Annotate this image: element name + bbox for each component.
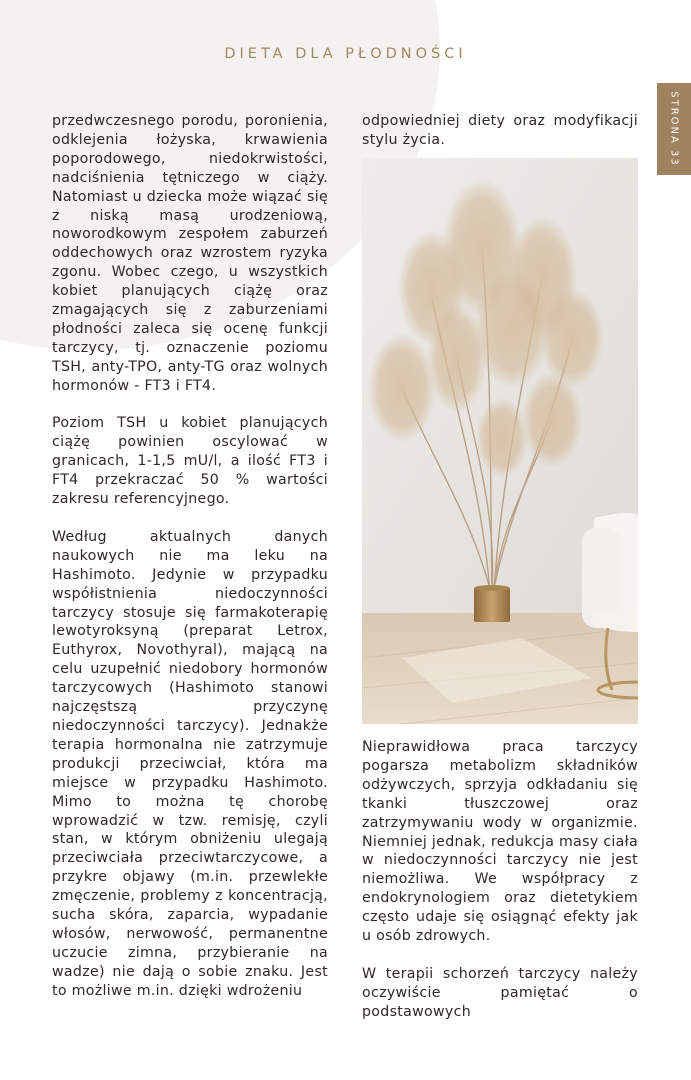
paragraph: Nieprawidłowa praca tarczycy pogarsza metabolizm składników odżywczych, sprzyja odkładaniu się tkanki tłuszczowej oraz zatrzymywaniu wody w organizmie. Niemniej jednak, redukcja masy ciała w niedoczynności tarczycy nie jest niemożliwa. We współpracy z endokrynologiem oraz dietetykiem często udaje się osiągnąć efekty jak u osób zdrowych. xyxy=(362,739,638,945)
paragraph: Według aktualnych danych naukowych nie ma leku na Hashimoto. Jedynie w przypadku współistnienia niedoczynności tarczycy stosuje się farmakoterapię lewotyroksyną (preparat Letrox, Euthyrox, Novothyral), mającą na celu uzupełnić niedobory hormonów tarczycowych (Hashimoto stanowi najczęstszą przyczynę niedoczynności tarczycy). Jednakże terapia hormonalna nie zatrzymuje produkcji przeciwciał, która ma miejsce w przypadku Hashimoto. Mimo to można tę chorobę wprowadzić w tzw. remisję, czyli stan, w którym obniżeniu ulegają przeciwciała przeciwtarczycowe, a przykre objawy (m.in. przewlekłe zmęczenie, problemy z koncentracją, sucha skóra, zaparcia, wypadanie włosów, nerwowość, permanentne uczucie zimna, przybieranie na wadze) nie dają o sobie znaku. Jest to możliwe m.in. dzięki wdrożeniu xyxy=(52,528,328,999)
paragraph: Poziom TSH u kobiet planujących ciążę powinien oscylować w granicach, 1-1,5 mU/l, a ilość FT3 i FT4 przekraczać 50 % wartości zakresu referencyjnego. xyxy=(52,415,328,508)
pampas-grass-vase-icon xyxy=(362,158,638,724)
paragraph: odpowiedniej diety oraz modyfikacji stylu życia. xyxy=(362,113,638,148)
page-number-tab xyxy=(657,83,691,175)
left-column xyxy=(52,112,328,1019)
pampas-grass-photo xyxy=(362,158,638,724)
paragraph: W terapii schorzeń tarczycy należy oczywiście pamiętać o podstawowych xyxy=(362,965,638,1020)
page-header: DIETA DLA PŁODNOŚCI xyxy=(224,46,467,62)
paragraph: przedwczesnego porodu, poronienia, odklejenia łożyska, krwawienia poporodowego, niedokrwistości, nadciśnienia tętniczego w ciąży. Natomiast u dziecka może wiązać się z niską masą urodzeniową, noworodkowym zespołem zaburzeń oddechowych oraz wzrostem ryzyka zgonu. Wobec czego, u wszystkich kobiet planujących ciążę oraz zmagających się z zaburzeniami płodności zaleca się ocenę funkcji tarczycy, tj. oznaczenie poziomu TSH, anty-TPO, anty-TG oraz wolnych hormonów - FT3 i FT4. xyxy=(52,113,328,394)
page-number-label: STRONA 33 xyxy=(668,91,680,167)
right-column-bottom xyxy=(362,738,638,1040)
